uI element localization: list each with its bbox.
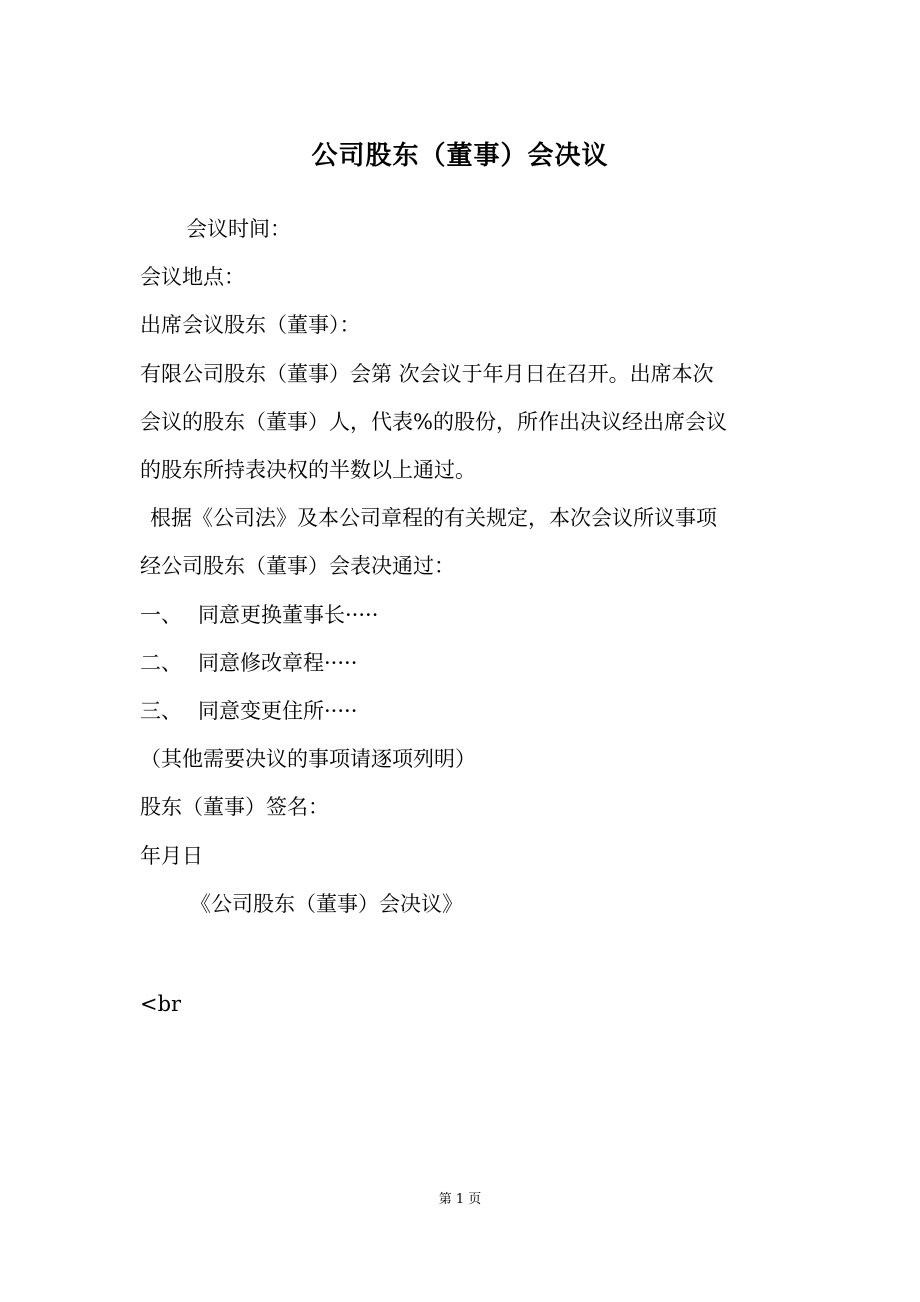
resolution-number: 三、 [140,699,182,724]
other-items-note: （其他需要决议的事项请逐项列明） [140,747,476,772]
page-number: 第 1 页 [438,1192,482,1207]
date-label: 年月日 [140,843,203,868]
paragraph-line: 根据《公司法》及本公司章程的有关规定，本次会议所议事项 [150,506,717,531]
document-title: 公司股东（董事）会决议 [311,141,609,171]
signature-label: 股东（董事）签名： [140,795,329,820]
resolution-number: 一、 [140,602,182,627]
meeting-time-label: 会议时间： [186,217,291,241]
meeting-place-label: 会议地点： [140,265,245,290]
reference-title: 《公司股东（董事）会决议》 [190,891,463,916]
paragraph-line: 有限公司股东（董事）会第 次会议于年月日在召开。出席本次 [140,361,714,386]
paragraph-line: 经公司股东（董事）会表决通过： [140,554,455,579]
resolution-text: 同意变更住所····· [198,699,358,724]
blank-space [140,928,790,980]
resolution-item [140,591,790,639]
attendees-label: 出席会议股东（董事）： [140,313,361,338]
stray-text: <br [140,992,182,1017]
paragraph-line: 会议的股东（董事）人，代表%的股份，所作出决议经出席会议 [140,409,727,434]
resolution-item [140,687,790,735]
resolution-text: 同意更换董事长····· [198,602,379,627]
paragraph-line: 的股东所持表决权的半数以上通过。 [140,458,476,483]
resolution-number: 二、 [140,650,182,675]
document-body [140,205,790,1028]
resolution-item [140,639,790,687]
resolution-text: 同意修改章程····· [198,650,358,675]
